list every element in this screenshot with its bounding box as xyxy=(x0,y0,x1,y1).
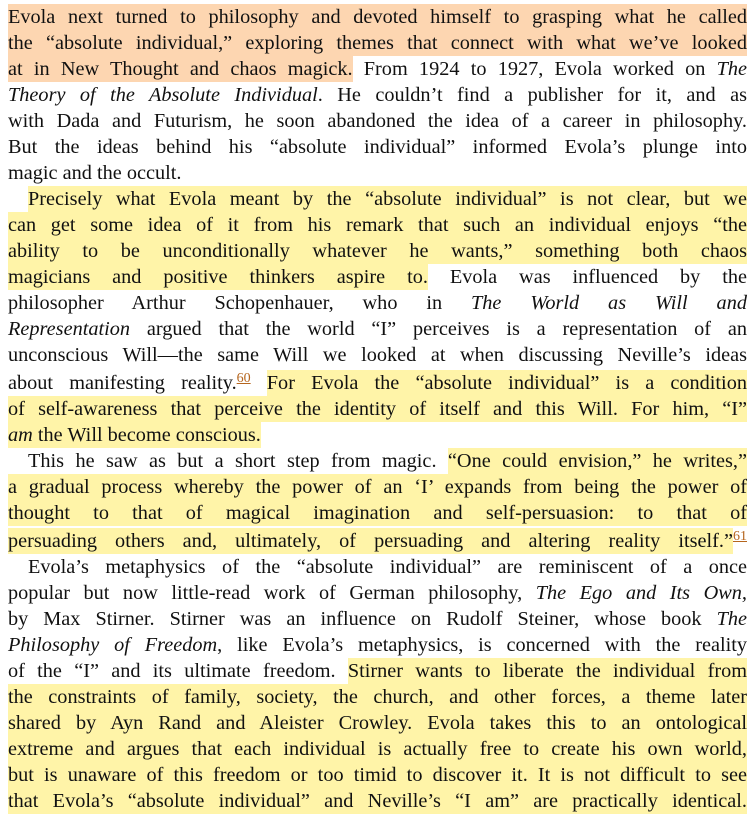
text-line xyxy=(8,474,747,500)
highlight-yellow: extreme and argues that each individual is actually free to create his own world, xyxy=(8,738,747,760)
text-line xyxy=(8,422,747,448)
text-line xyxy=(8,526,747,554)
highlight-yellow: Precisely what Evola meant by the “absolute individual” is not clear, but we xyxy=(28,188,747,210)
text-line xyxy=(8,316,747,342)
highlight-yellow: the constraints of family, society, the church, and other forces, a theme later xyxy=(8,686,747,708)
text-segment: argued that the world “I” perceives is a representation of an xyxy=(130,318,747,340)
highlight-orange: the “absolute individual,” exploring themes that connect with what we’ve looked xyxy=(8,32,747,54)
text-segment: with Dada and Futurism, he soon abandoned the idea of a career in philosophy. xyxy=(8,110,747,132)
text-line xyxy=(8,290,747,316)
highlight-yellow: but is unaware of this freedom or too timid to discover it. It is not difficult to see xyxy=(8,764,747,786)
highlight-yellow: persuading others and, ultimately, of persuading and altering reality itself.” xyxy=(8,530,733,552)
text-line xyxy=(8,342,747,368)
text-segment: But the ideas behind his “absolute individual” informed Evola’s plunge into xyxy=(8,136,747,158)
text-segment xyxy=(251,372,267,394)
footnote-link[interactable]: 61 xyxy=(733,529,747,544)
paragraph xyxy=(8,186,747,448)
highlight-orange: at in New Thought and chaos magick. xyxy=(8,58,353,80)
highlight-yellow: ability to be unconditionally whatever he wants,” something both chaos xyxy=(8,240,747,262)
text-segment: Evola’s metaphysics of the “absolute individual” are reminiscent of a once xyxy=(28,556,747,578)
highlight-orange: Evola next turned to philosophy and devoted himself to grasping what he called xyxy=(8,6,747,28)
highlight-yellow: a gradual process whereby the power of an ‘I’ expands from being the power of xyxy=(8,476,747,498)
highlight-yellow: thought to that of magical imagination and self-persuasion: to that of xyxy=(8,502,747,524)
text-line xyxy=(8,632,747,658)
text-segment: Theory of the Absolute Individual xyxy=(8,84,318,106)
text-line xyxy=(8,736,747,762)
text-segment: by Max Stirner. Stirner was an influence on Rudolf Steiner, whose book xyxy=(8,608,717,630)
text-line xyxy=(8,500,747,526)
text-segment: From 1924 to 1927, Evola worked on xyxy=(352,58,717,80)
text-line xyxy=(8,762,747,788)
text-segment: This he saw as but a short step from magic. xyxy=(28,450,448,472)
highlight-yellow: For Evola the “absolute individual” is a condition xyxy=(266,372,747,394)
footnote-link[interactable]: 60 xyxy=(236,371,251,386)
text-line xyxy=(8,580,747,606)
text-line xyxy=(8,212,747,238)
paragraph xyxy=(8,4,747,186)
text-line xyxy=(8,606,747,632)
highlight-yellow: of self-awareness that perceive the identity of itself and this Will. For him, “I” xyxy=(8,398,747,420)
paragraph xyxy=(8,448,747,554)
text-line xyxy=(8,658,747,684)
text-line xyxy=(8,368,747,396)
text-segment: magic and the occult. xyxy=(8,162,182,184)
highlight-yellow: am xyxy=(8,424,33,446)
text-line xyxy=(8,186,747,212)
text-line xyxy=(8,684,747,710)
text-line xyxy=(8,160,747,186)
highlight-yellow: Stirner wants to liberate the individual from xyxy=(347,660,747,682)
text-segment: unconscious Will—the same Will we looked at when discussing Neville’s ideas xyxy=(8,344,747,366)
highlight-yellow: “One could envision,” he writes,” xyxy=(447,450,747,472)
text-line xyxy=(8,30,747,56)
text-segment: . He couldn’t find a publisher for it, and as xyxy=(317,84,748,106)
text-segment: philosopher Arthur Schopenhauer, who in xyxy=(8,292,472,314)
highlight-yellow: that Evola’s “absolute individual” and Neville’s “I am” are practically identical. xyxy=(8,790,747,812)
text-segment: Representation xyxy=(8,318,131,340)
text-segment: The Ego and Its Own, xyxy=(535,582,747,604)
text-line xyxy=(8,134,747,160)
text-line xyxy=(8,264,747,290)
text-line xyxy=(8,108,747,134)
highlight-yellow: can get some idea of it from his remark that such an individual enjoys “the xyxy=(8,214,747,236)
text-segment: popular but now little-read work of German philosophy, xyxy=(8,582,536,604)
text-segment: The xyxy=(716,58,747,80)
highlight-yellow: magicians and positive thinkers aspire to. xyxy=(8,266,428,288)
text-line xyxy=(8,82,747,108)
text-line xyxy=(8,238,747,264)
text-segment: , like Evola’s metaphysics, is concerned with the reality xyxy=(217,634,747,656)
text-line xyxy=(8,448,747,474)
paragraph xyxy=(8,554,747,814)
text-segment: about manifesting reality. xyxy=(8,372,237,394)
text-segment: of the “I” and its ultimate freedom. xyxy=(8,660,348,682)
text-line xyxy=(8,788,747,814)
text-line xyxy=(8,554,747,580)
text-line xyxy=(8,56,747,82)
text-line xyxy=(8,4,747,30)
text-segment: The World as Will and xyxy=(471,292,747,314)
text-line xyxy=(8,710,747,736)
highlight-yellow: shared by Ayn Rand and Aleister Crowley. Evola takes this to an ontological xyxy=(8,712,747,734)
text-segment: Evola was influenced by the xyxy=(427,266,747,288)
text-segment: The xyxy=(716,608,747,630)
text-line xyxy=(8,396,747,422)
text-segment: Philosophy of Freedom xyxy=(8,634,218,656)
highlight-yellow: the Will become conscious. xyxy=(32,424,261,446)
